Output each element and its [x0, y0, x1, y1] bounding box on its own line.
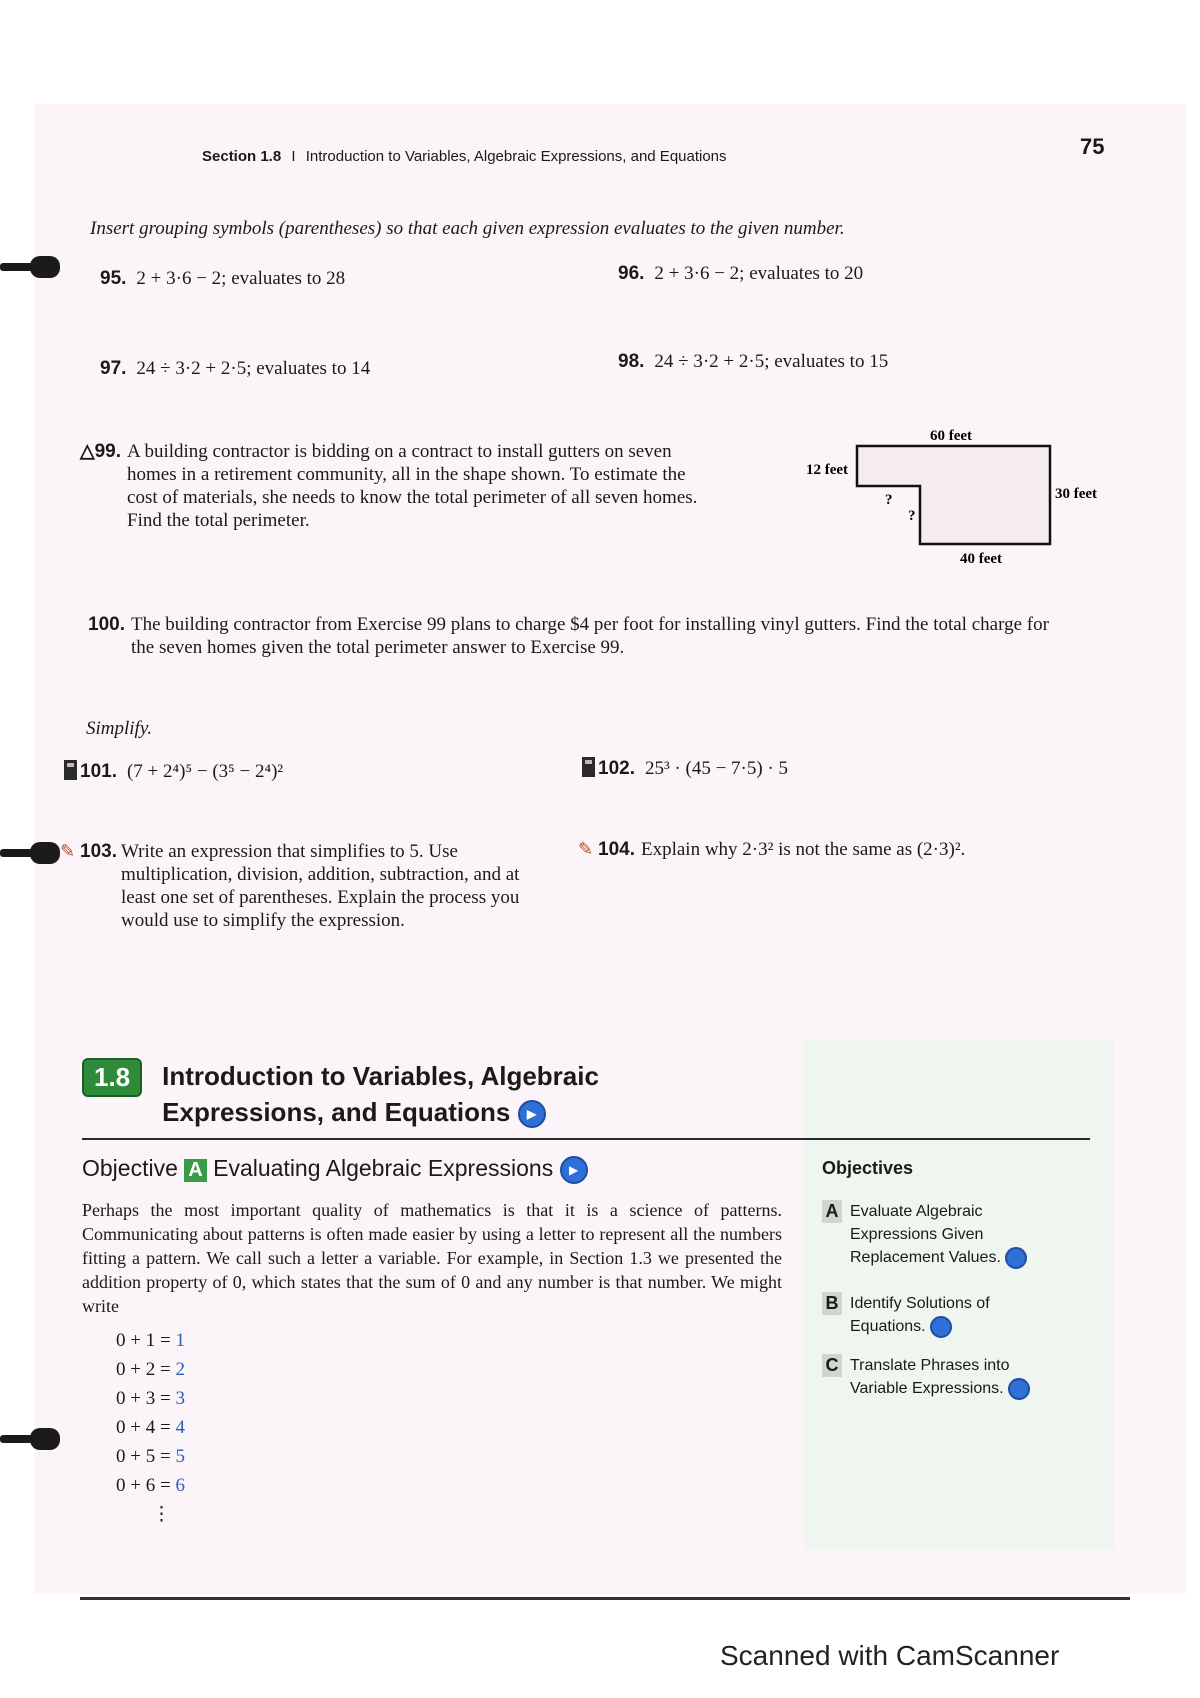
page-bottom-edge — [80, 1597, 1130, 1600]
objective-letter: A — [822, 1200, 842, 1223]
figure-label-top: 60 feet — [930, 428, 973, 444]
exercise-text: Explain why 2·3² is not the same as (2·3)². — [640, 839, 966, 860]
equation-row — [116, 1384, 185, 1413]
intro-paragraph: Perhaps the most important quality of mathematics is that it is a science of patterns. Communicating about patterns is often made easier by using a letter to represent all the numbers fitting a pattern. We call such a letter a variable. For example, in Section 1.3 we presented the addition property of 0, which states that the sum of 0 and any number is that number. We might write — [82, 1200, 782, 1316]
objective-text: Evaluate Algebraic Expressions Given Replacement Values. — [850, 1203, 1001, 1266]
exercise-text: (7 + 2⁴)⁵ − (3⁵ − 2⁴)² — [126, 761, 284, 782]
exercise-number: 104. — [598, 839, 635, 860]
header-separator: I — [291, 148, 296, 165]
binder-clip-icon — [30, 256, 60, 278]
exercise-number: 95. — [100, 268, 127, 289]
exercise-text: 24 ÷ 3·2 + 2·5; evaluates to 15 — [654, 351, 889, 372]
writing-pencil-icon: ✎ — [60, 841, 76, 861]
equation-rhs: 3 — [175, 1388, 185, 1409]
header-section-title: Introduction to Variables, Algebraic Expressions, and Equations — [305, 148, 727, 165]
exercise-text: 2 + 3·6 − 2; evaluates to 20 — [654, 263, 864, 284]
building-perimeter-figure — [800, 426, 1140, 574]
exercise-number: 101. — [80, 761, 117, 782]
exercise-100 — [88, 613, 1088, 659]
section-divider — [82, 1138, 1090, 1140]
exercise-96 — [618, 262, 863, 285]
exercise-102 — [582, 757, 788, 780]
objective-text: Identify Solutions of Equations. — [850, 1295, 990, 1335]
exercise-98 — [618, 350, 888, 373]
objective-word: Objective — [82, 1155, 178, 1181]
equation-row — [116, 1413, 185, 1442]
section-heading — [82, 1058, 599, 1130]
page-number: 75 — [1080, 134, 1105, 159]
section-title-line1: Introduction to Variables, Algebraic — [162, 1061, 599, 1091]
objective-heading — [82, 1155, 588, 1184]
equation-rhs: 4 — [175, 1417, 185, 1438]
scanner-watermark: Scanned with CamScanner — [720, 1640, 1060, 1671]
exercise-97 — [100, 357, 370, 380]
exercise-number: 96. — [618, 263, 645, 284]
exercise-number: 103. — [80, 841, 117, 862]
objective-letter: C — [822, 1354, 842, 1377]
play-video-icon[interactable]: ▶ — [560, 1156, 588, 1184]
equation-row — [116, 1355, 185, 1384]
equation-lhs: 0 + 3 = — [116, 1388, 171, 1409]
equation-lhs: 0 + 4 = — [116, 1417, 171, 1438]
equation-rhs: 5 — [175, 1446, 185, 1467]
equation-rhs: 1 — [175, 1330, 185, 1351]
exercise-text: Write an expression that simplifies to 5. Use multiplication, division, addition, subtraction, and at least one set of parentheses. Explain the process you would use to simplify the expression. — [120, 841, 520, 931]
figure-unknown-vertical: ? — [908, 508, 916, 524]
equation-ellipsis: ⋮ — [152, 1504, 171, 1525]
simplify-instruction: Simplify. — [86, 718, 152, 739]
section-label: Section 1.8 — [202, 148, 282, 165]
objective-item-c[interactable] — [822, 1354, 1040, 1400]
exercise-95 — [100, 267, 345, 290]
objective-letter-badge: A — [184, 1159, 206, 1182]
play-video-icon[interactable] — [930, 1316, 952, 1338]
exercise-104 — [578, 838, 1058, 861]
section-number-badge: 1.8 — [82, 1058, 142, 1097]
objectives-heading: Objectives — [822, 1158, 914, 1178]
objective-item-a[interactable] — [822, 1200, 1040, 1269]
equation-lhs: 0 + 1 = — [116, 1330, 171, 1351]
exercise-text: 2 + 3·6 − 2; evaluates to 28 — [136, 268, 346, 289]
play-video-icon[interactable]: ▶ — [518, 1100, 546, 1128]
exercise-text: 24 ÷ 3·2 + 2·5; evaluates to 14 — [136, 358, 371, 379]
exercise-101 — [64, 760, 283, 783]
exercise-text: The building contractor from Exercise 99 plans to charge $4 per foot for installing vinyl gutters. Find the total charge for the seven homes given the total perimeter answer to Exercise 99. — [130, 614, 1049, 658]
equation-rhs: 6 — [175, 1475, 185, 1496]
play-video-icon[interactable] — [1008, 1378, 1030, 1400]
exercise-text: 25³ · (45 − 7·5) · 5 — [644, 758, 789, 779]
objective-item-b[interactable] — [822, 1292, 1040, 1338]
calculator-icon — [64, 760, 77, 780]
section-title-line2: Expressions, and Equations — [162, 1097, 511, 1127]
objective-letter: B — [822, 1292, 842, 1315]
exercise-number: 98. — [618, 351, 645, 372]
objective-title: Evaluating Algebraic Expressions — [213, 1155, 554, 1181]
figure-label-left: 12 feet — [806, 462, 849, 478]
figure-label-bottom: 40 feet — [960, 551, 1003, 567]
figure-unknown-horizontal: ? — [885, 492, 893, 508]
exercise-number: 100. — [88, 614, 125, 635]
grouping-instructions: Insert grouping symbols (parentheses) so that each given expression evaluates to the given number. — [90, 218, 845, 239]
figure-label-right: 30 feet — [1055, 486, 1098, 502]
equation-row — [116, 1471, 185, 1500]
equation-rhs: 2 — [175, 1359, 185, 1380]
play-video-icon[interactable] — [1005, 1247, 1027, 1269]
exercise-number: △99. — [80, 441, 122, 462]
calculator-icon — [582, 757, 595, 777]
binder-clip-icon — [30, 1428, 60, 1450]
exercise-103 — [60, 840, 560, 932]
exercise-number: 97. — [100, 358, 127, 379]
binder-clip-icon — [30, 842, 60, 864]
exercise-text: A building contractor is bidding on a contract to install gutters on seven homes in a retirement community, all in the shape shown. To estimate the cost of materials, she needs to know the total perimeter of all seven homes. Find the total perimeter. — [127, 441, 698, 531]
writing-pencil-icon: ✎ — [578, 839, 594, 859]
exercise-99 — [80, 440, 760, 532]
equation-lhs: 0 + 2 = — [116, 1359, 171, 1380]
equation-lhs: 0 + 5 = — [116, 1446, 171, 1467]
exercise-number: 102. — [598, 758, 635, 779]
equation-lhs: 0 + 6 = — [116, 1475, 171, 1496]
equation-row — [116, 1326, 185, 1355]
equation-list — [116, 1326, 185, 1529]
equation-row — [116, 1442, 185, 1471]
objective-text: Translate Phrases into Variable Expressions. — [850, 1357, 1010, 1397]
running-header — [202, 148, 727, 165]
